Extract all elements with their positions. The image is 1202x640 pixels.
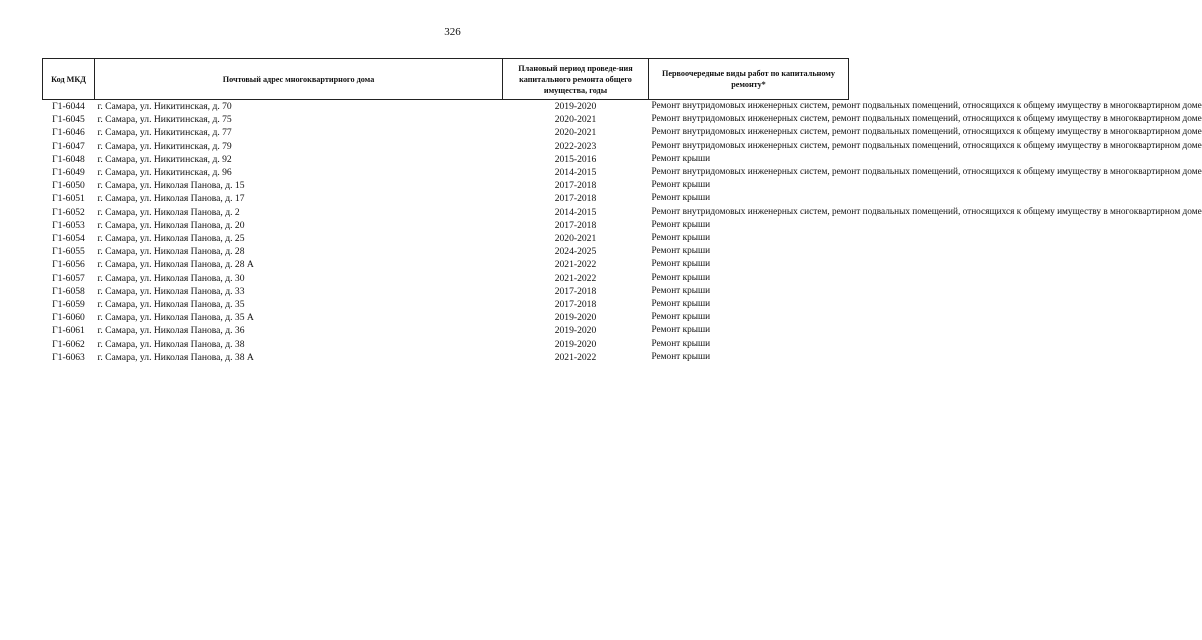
registry-table [42,58,1202,364]
header-address: Почтовый адрес многоквартирного дома [95,59,503,100]
row-code: Г1-6059 [52,299,85,311]
row-works: Ремонт крыши [651,299,711,310]
row-code: Г1-6051 [52,193,85,205]
row-works: Ремонт крыши [651,153,711,164]
table-row [43,272,849,285]
row-works: Ремонт крыши [651,285,711,296]
row-period: 2017-2018 [554,180,597,192]
table-row [43,166,849,179]
table-row [43,192,849,205]
row-address: г. Самара, ул. Николая Панова, д. 35 А [97,312,254,324]
row-address: г. Самара, ул. Николая Панова, д. 15 [97,180,245,192]
table-row [43,219,849,232]
row-period: 2014-2015 [554,206,597,218]
row-code: Г1-6050 [52,180,85,192]
row-address: г. Самара, ул. Николая Панова, д. 30 [97,272,245,284]
row-works: Ремонт внутридомовых инженерных систем, ремонт подвальных помещений, относящихся к общему имуществу в многоквартирном доме [651,127,1202,138]
row-code: Г1-6054 [52,233,85,245]
row-address: г. Самара, ул. Николая Панова, д. 28 А [97,259,254,271]
row-period: 2014-2015 [554,167,597,179]
row-address: г. Самара, ул. Николая Панова, д. 25 [97,233,245,245]
row-address: г. Самара, ул. Николая Панова, д. 35 [97,299,245,311]
row-works: Ремонт крыши [651,180,711,191]
row-address: г. Самара, ул. Никитинская, д. 70 [97,101,232,112]
row-code: Г1-6053 [52,219,85,231]
row-code: Г1-6063 [52,351,85,363]
row-works: Ремонт крыши [651,272,711,283]
row-address: г. Самара, ул. Николая Панова, д. 36 [97,325,245,337]
row-period: 2017-2018 [554,193,597,205]
table-row [43,206,849,219]
row-works: Ремонт крыши [651,312,711,323]
row-code: Г1-6060 [52,312,85,324]
row-period: 2021-2022 [554,272,597,284]
row-works: Ремонт внутридомовых инженерных систем, ремонт подвальных помещений, относящихся к общему имуществу в многоквартирном доме [651,206,1202,217]
row-period: 2024-2025 [554,246,597,258]
row-period: 2020-2021 [554,114,597,126]
row-period: 2019-2020 [554,338,597,350]
row-period: 2022-2023 [554,140,597,152]
row-address: г. Самара, ул. Николая Панова, д. 33 [97,285,245,297]
row-address: г. Самара, ул. Николая Панова, д. 2 [97,206,240,218]
row-period: 2017-2018 [554,285,597,297]
table-row [43,324,849,337]
row-code: Г1-6055 [52,246,85,258]
header-period: Плановый период проведе-ния капитального ремонта общего имущества, годы [503,59,649,100]
row-code: Г1-6047 [52,140,85,152]
row-works: Ремонт внутридомовых инженерных систем, ремонт подвальных помещений, относящихся к общему имуществу в многоквартирном доме [651,140,1202,151]
row-period: 2019-2020 [554,312,597,324]
row-address: г. Самара, ул. Никитинская, д. 79 [97,140,232,152]
row-works: Ремонт крыши [651,351,711,362]
row-code: Г1-6057 [52,272,85,284]
table-row [43,140,849,153]
row-works: Ремонт крыши [651,338,711,349]
row-period: 2021-2022 [554,351,597,363]
row-address: г. Самара, ул. Николая Панова, д. 17 [97,193,245,205]
row-period: 2017-2018 [554,219,597,231]
header-code: Код МКД [43,59,95,100]
page-number: 326 [444,26,461,38]
row-works: Ремонт крыши [651,259,711,270]
row-period: 2019-2020 [554,325,597,337]
row-works: Ремонт внутридомовых инженерных систем, ремонт подвальных помещений, относящихся к общему имуществу в многоквартирном доме [651,101,1202,111]
table-row [43,311,849,324]
row-address: г. Самара, ул. Никитинская, д. 75 [97,114,232,126]
table-row [43,285,849,298]
row-works: Ремонт крыши [651,219,711,230]
row-works: Ремонт внутридомовых инженерных систем, ремонт подвальных помещений, относящихся к общему имуществу в многоквартирном доме [651,114,1202,125]
row-period: 2021-2022 [554,259,597,271]
row-address: г. Самара, ул. Никитинская, д. 96 [97,167,232,179]
row-period: 2020-2021 [554,127,597,139]
row-address: г. Самара, ул. Николая Панова, д. 28 [97,246,245,258]
header-works: Первоочередные виды работ по капитальному ремонту* [649,59,849,100]
table-row [43,298,849,311]
table-header [43,59,849,100]
table-row [43,126,849,139]
row-works: Ремонт крыши [651,193,711,204]
table-row [43,113,849,126]
table-row [43,351,849,364]
table-body [43,100,1202,365]
row-works: Ремонт крыши [651,325,711,336]
table-row [43,100,849,114]
row-code: Г1-6045 [52,114,85,126]
row-period: 2015-2016 [554,153,597,165]
row-period: 2019-2020 [554,101,597,112]
row-works: Ремонт крыши [651,233,711,244]
row-address: г. Самара, ул. Николая Панова, д. 20 [97,219,245,231]
row-address: г. Самара, ул. Никитинская, д. 77 [97,127,232,139]
table-row [43,245,849,258]
table-row [43,338,849,351]
row-period: 2017-2018 [554,299,597,311]
row-code: Г1-6061 [52,325,85,337]
table-row [43,258,849,271]
row-works: Ремонт внутридомовых инженерных систем, ремонт подвальных помещений, относящихся к общему имуществу в многоквартирном доме [651,167,1202,178]
row-address: г. Самара, ул. Николая Панова, д. 38 [97,338,245,350]
header-row [43,59,849,100]
row-code: Г1-6049 [52,167,85,179]
table-row [43,232,849,245]
row-works: Ремонт крыши [651,246,711,257]
table-row [43,153,849,166]
row-code: Г1-6048 [52,153,85,165]
row-code: Г1-6046 [52,127,85,139]
row-code: Г1-6062 [52,338,85,350]
row-address: г. Самара, ул. Николая Панова, д. 38 А [97,351,254,363]
row-code: Г1-6058 [52,285,85,297]
row-code: Г1-6044 [52,101,85,112]
table-row [43,179,849,192]
row-code: Г1-6056 [52,259,85,271]
row-code: Г1-6052 [52,206,85,218]
row-period: 2020-2021 [554,233,597,245]
row-address: г. Самара, ул. Никитинская, д. 92 [97,153,232,165]
